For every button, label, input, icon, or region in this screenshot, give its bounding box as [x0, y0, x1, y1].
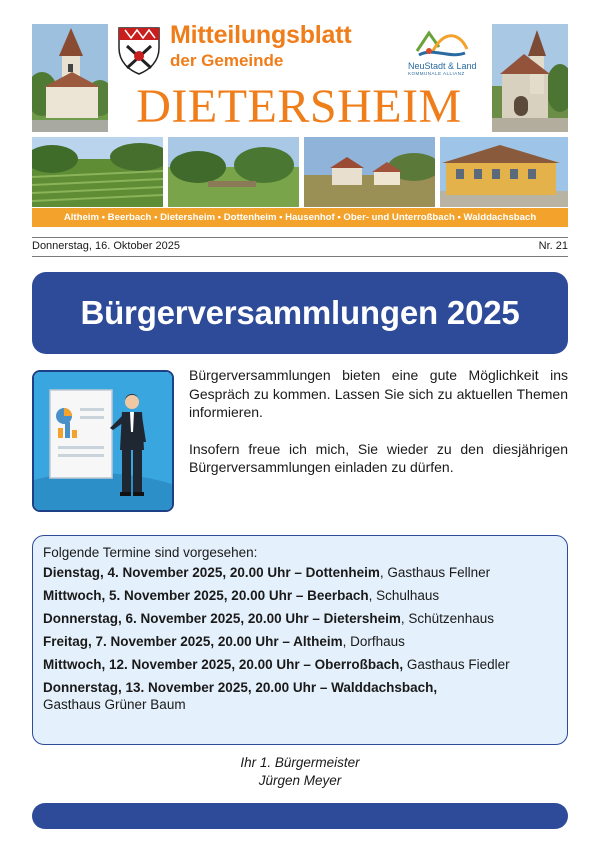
masthead-subtitle: der Gemeinde [170, 51, 284, 70]
church-photo-right [492, 24, 568, 132]
village-photo [304, 137, 435, 207]
vineyard-photo [32, 137, 163, 207]
intro-paragraph-1: Bürgerversammlungen bieten eine gute Möglichkeit ins Gespräch zu kommen. Lassen Sie sich zu aktuellen Themen informieren. [189, 367, 568, 421]
issue-number: Nr. 21 [538, 240, 568, 252]
appointment-item: Dienstag, 4. November 2025, 20.00 Uhr – Dottenheim, Gasthaus Fellner [43, 565, 491, 580]
appointment-item: Freitag, 7. November 2025, 20.00 Uhr – Altheim, Dorfhaus [43, 634, 405, 649]
issue-date: Donnerstag, 16. Oktober 2025 [32, 240, 180, 252]
appointment-item: Donnerstag, 6. November 2025, 20.00 Uhr – Dietersheim, Schützenhaus [43, 611, 494, 626]
appointment-item: Donnerstag, 13. November 2025, 20.00 Uhr – Walddachsbach, Gasthaus Grüner Baum [43, 680, 438, 712]
masthead-title: Mitteilungsblatt [170, 21, 352, 49]
church-photo-left [32, 24, 108, 132]
divider-top [32, 237, 568, 238]
signature-role: Ihr 1. Bürgermeister [240, 755, 360, 770]
village-list-bar: Altheim • Beerbach • Dietersheim • Dottenheim • Hausenhof • Ober- und Unterroßbach • Walddachsbach [32, 208, 568, 227]
municipal-crest-icon [117, 26, 161, 76]
appointment-item: Mittwoch, 12. November 2025, 20.00 Uhr – Oberroßbach, Gasthaus Fiedler [43, 657, 510, 672]
partner-tagline: KOMMUNALE ALLIANZ [408, 71, 465, 76]
appointments-intro: Folgende Termine sind vorgesehen: [43, 545, 258, 560]
divider-bottom [32, 256, 568, 257]
building-photo [440, 137, 568, 207]
presentation-illustration-icon [32, 370, 174, 512]
issue-line [32, 240, 568, 252]
appointments-box [32, 535, 568, 745]
signature-name: Jürgen Meyer [258, 773, 342, 788]
intro-text [189, 366, 568, 495]
municipality-name: DIETERSHEIM [136, 80, 462, 133]
intro-paragraph-2: Insofern freue ich mich, Sie wieder zu den diesjährigen Bürgerversammlungen einladen zu dürfen. [189, 440, 568, 476]
headline-banner: Bürgerversammlungen 2025 [32, 272, 568, 354]
appointment-item: Mittwoch, 5. November 2025, 20.00 Uhr – Beerbach, Schulhaus [43, 588, 440, 603]
landscape-photo [168, 137, 299, 207]
footer-bar [32, 803, 568, 829]
partner-name: NeuStadt & Land [408, 61, 477, 71]
